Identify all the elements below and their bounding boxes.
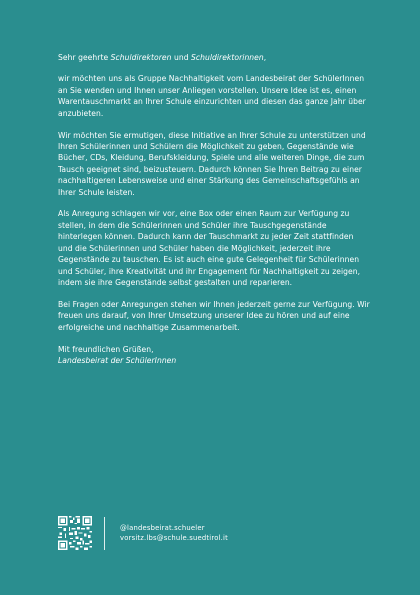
contact-email[interactable]: vorsitz.lbs@schule.suedtirol.it: [120, 534, 228, 543]
closing-block: [58, 344, 370, 367]
greeting-connector: und: [171, 53, 192, 62]
greeting-role-directresses: Schuldirektorinnen: [191, 53, 264, 62]
greeting: [58, 52, 370, 63]
greeting-suffix: ,: [263, 53, 267, 62]
letter-body: [58, 52, 370, 366]
qr-code-icon[interactable]: [58, 516, 92, 550]
paragraph-suggestion: Als Anregung schlagen wir vor, eine Box oder einen Raum zur Verfügung zu stellen, in dem die Schülerinnen und Schüler ihre Tauschgegenstände hinterlegen können. Dadurch kann der Tauschmarkt zu jeder Zeit stattfinden und die Schülerinnen und Schüler haben die Möglichkeit, jederzeit ihre Gegenstände zu tauschen. Es ist auch eine gute Gelegenheit für Schülerinnen und Schüler, ihre Kreativität und ihr Engagement für Nachhaltigkeit zu zeigen, indem sie ihre Gegenstände selbst gestalten und reparieren.: [58, 209, 361, 287]
paragraph-encouragement: Wir möchten Sie ermutigen, diese Initiative an Ihrer Schule zu unterstützen und Ihren Schülerinnen und Schülern die Möglichkeit zu geben, Gegenstände wie Bücher, CDs, Kleidung, Berufskleidung, Spiele und alle weiteren Dinge, die zum Tausch geeignet sind, beizusteuern. Dadurch können Sie Ihren Beitrag zu einer nachhaltigeren Lebensweise und einer Stärkung des Gemeinschaftsgefühls an Ihrer Schule leisten.: [58, 130, 366, 197]
contact-info: [120, 523, 228, 544]
greeting-role-directors: Schuldirektoren: [110, 53, 172, 62]
closing-line: Mit freundlichen Grüßen,: [58, 344, 154, 354]
paragraph-intro: wir möchten uns als Gruppe Nachhaltigkeit vom Landesbeirat der SchülerInnen an Sie wenden und Ihnen unser Anliegen vorstellen. Unsere Idee ist es, einen Warentauschmarkt an Ihrer Schule einzurichten und diesen das ganze Jahr über anzubieten.: [58, 74, 366, 118]
instagram-handle[interactable]: @landesbeirat.schueler: [120, 524, 205, 532]
footer: [58, 516, 378, 552]
footer-divider: [104, 517, 105, 550]
greeting-prefix: Sehr geehrte: [58, 53, 111, 62]
signature: Landesbeirat der SchülerInnen: [58, 355, 177, 365]
paragraph-contact: Bei Fragen oder Anregungen stehen wir Ihnen jederzeit gerne zur Verfügung. Wir freuen uns darauf, von Ihrer Umsetzung unserer Idee zu hören und auf eine erfolgreiche und nachhaltige Zusammenarbeit.: [58, 299, 370, 332]
